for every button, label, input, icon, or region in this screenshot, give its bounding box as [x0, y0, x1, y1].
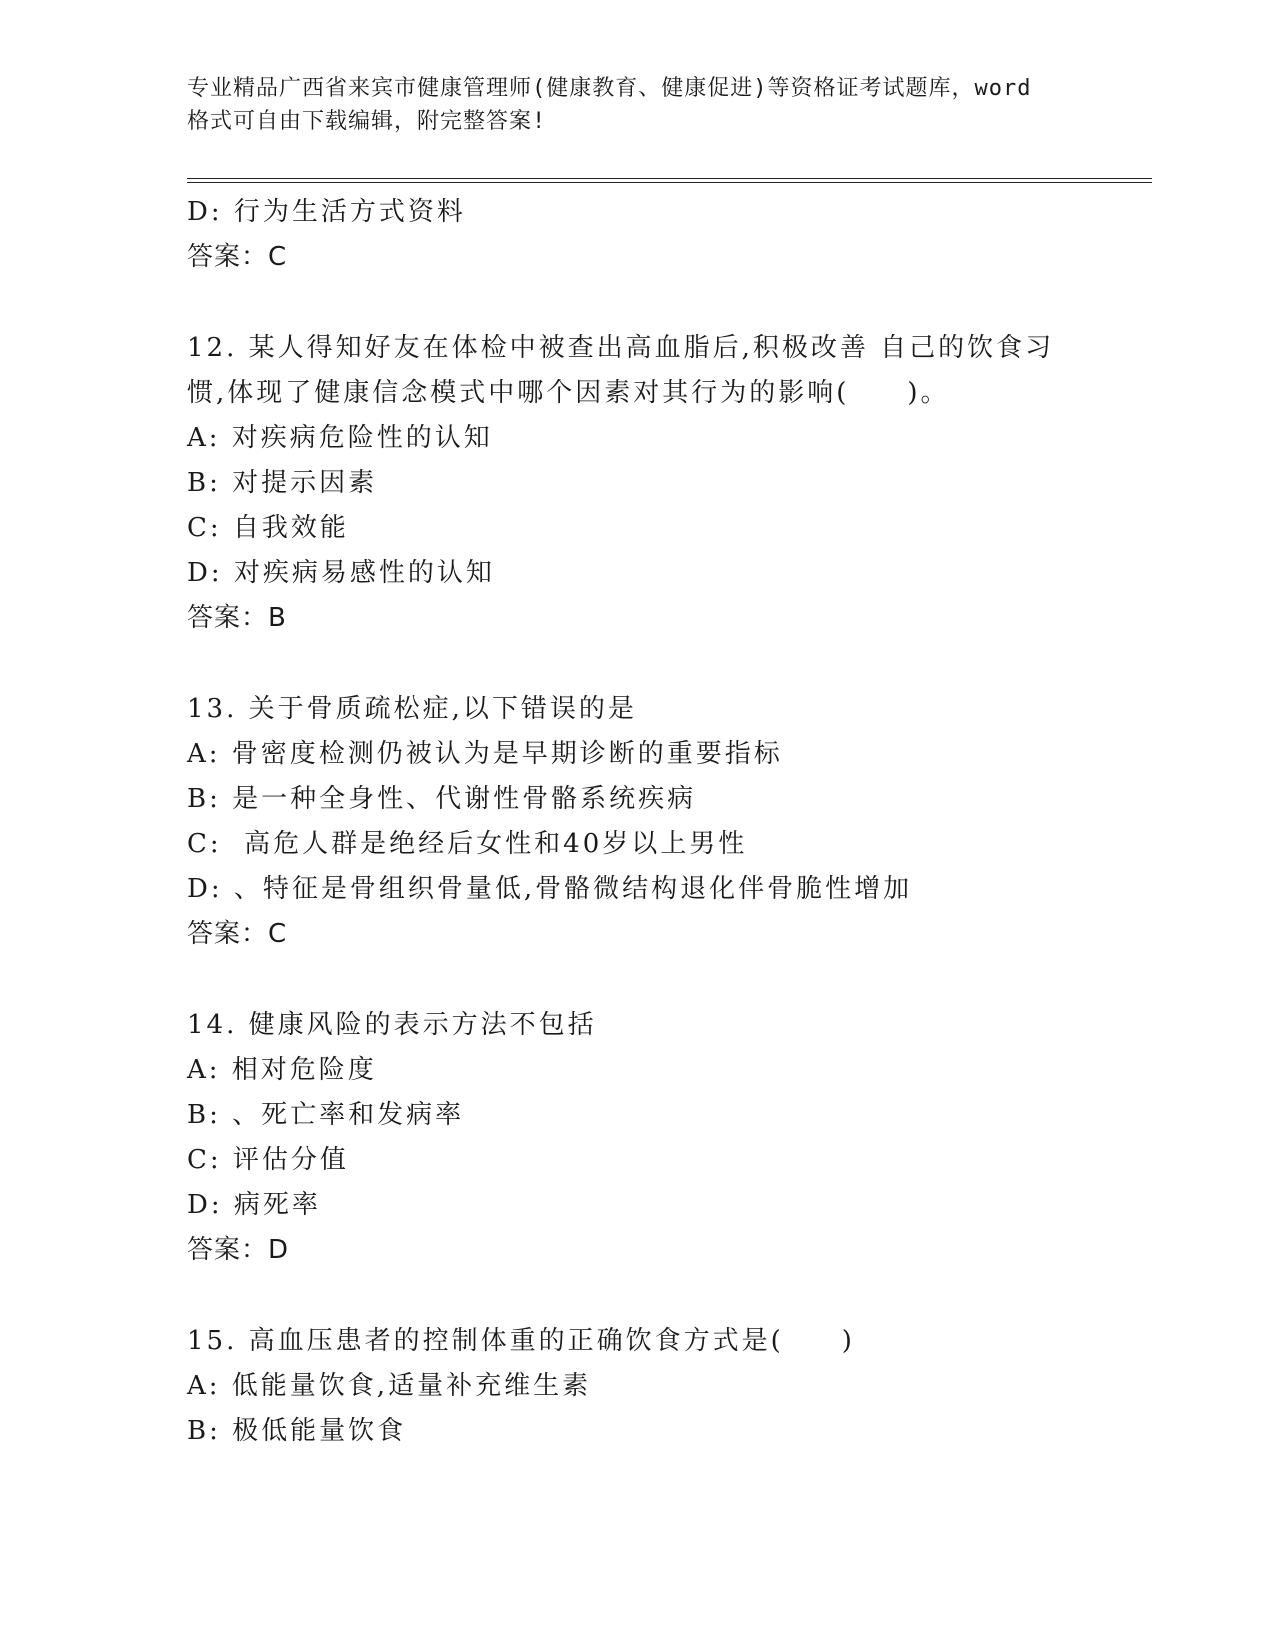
question-stem: 13. 关于骨质疏松症,以下错误的是: [187, 694, 637, 724]
answer-line: 答案：D: [187, 1235, 290, 1265]
header-line-1: 专业精品广西省来宾市健康管理师(健康教育、健康促进)等资格证考试题库，word: [187, 76, 1032, 101]
option-b: B: 、死亡率和发病率: [187, 1100, 465, 1130]
header-divider-bottom: [187, 182, 1152, 183]
question-stem: 14. 健康风险的表示方法不包括: [187, 1010, 597, 1040]
option-d: D: 对疾病易感性的认知: [187, 558, 495, 588]
question-stem: 15. 高血压患者的控制体重的正确饮食方式是( ): [187, 1326, 855, 1356]
option-a: A: 相对危险度: [187, 1055, 377, 1085]
option-c: C: 高危人群是绝经后女性和40岁以上男性: [187, 829, 748, 859]
option-a: A: 对疾病危险性的认知: [187, 423, 493, 453]
option-a: A: 骨密度检测仍被认为是早期诊断的重要指标: [187, 739, 783, 769]
header-divider-top: [187, 178, 1152, 179]
option-a: A: 低能量饮食,适量补充维生素: [187, 1371, 592, 1401]
option-b: B: 是一种全身性、代谢性骨骼系统疾病: [187, 784, 697, 814]
question-15: [187, 1319, 1147, 1454]
question-12: [187, 326, 1147, 641]
answer-line: 答案：C: [187, 919, 288, 949]
option-c: C: 自我效能: [187, 513, 349, 543]
document-header: [187, 72, 1087, 138]
option-c: C: 评估分值: [187, 1145, 349, 1175]
question-13: [187, 687, 1147, 957]
option-d: D: 行为生活方式资料: [187, 197, 466, 227]
document-body: [187, 190, 1147, 1454]
question-14: [187, 1003, 1147, 1273]
option-b: B: 对提示因素: [187, 468, 378, 498]
option-d: D: 病死率: [187, 1190, 321, 1220]
answer-line: 答案：B: [187, 603, 287, 633]
answer-line: 答案：C: [187, 242, 288, 272]
option-d: D: 、特征是骨组织骨量低,骨骼微结构退化伴骨脆性增加: [187, 874, 913, 904]
option-b: B: 极低能量饮食: [187, 1416, 407, 1446]
question-stem: 12. 某人得知好友在体检中被查出高血脂后,积极改善 自己的饮食习: [187, 333, 1055, 363]
question-stem: 惯,体现了健康信念模式中哪个因素对其行为的影响( )。: [187, 378, 950, 408]
header-line-2: 格式可自由下载编辑，附完整答案!: [187, 109, 547, 134]
